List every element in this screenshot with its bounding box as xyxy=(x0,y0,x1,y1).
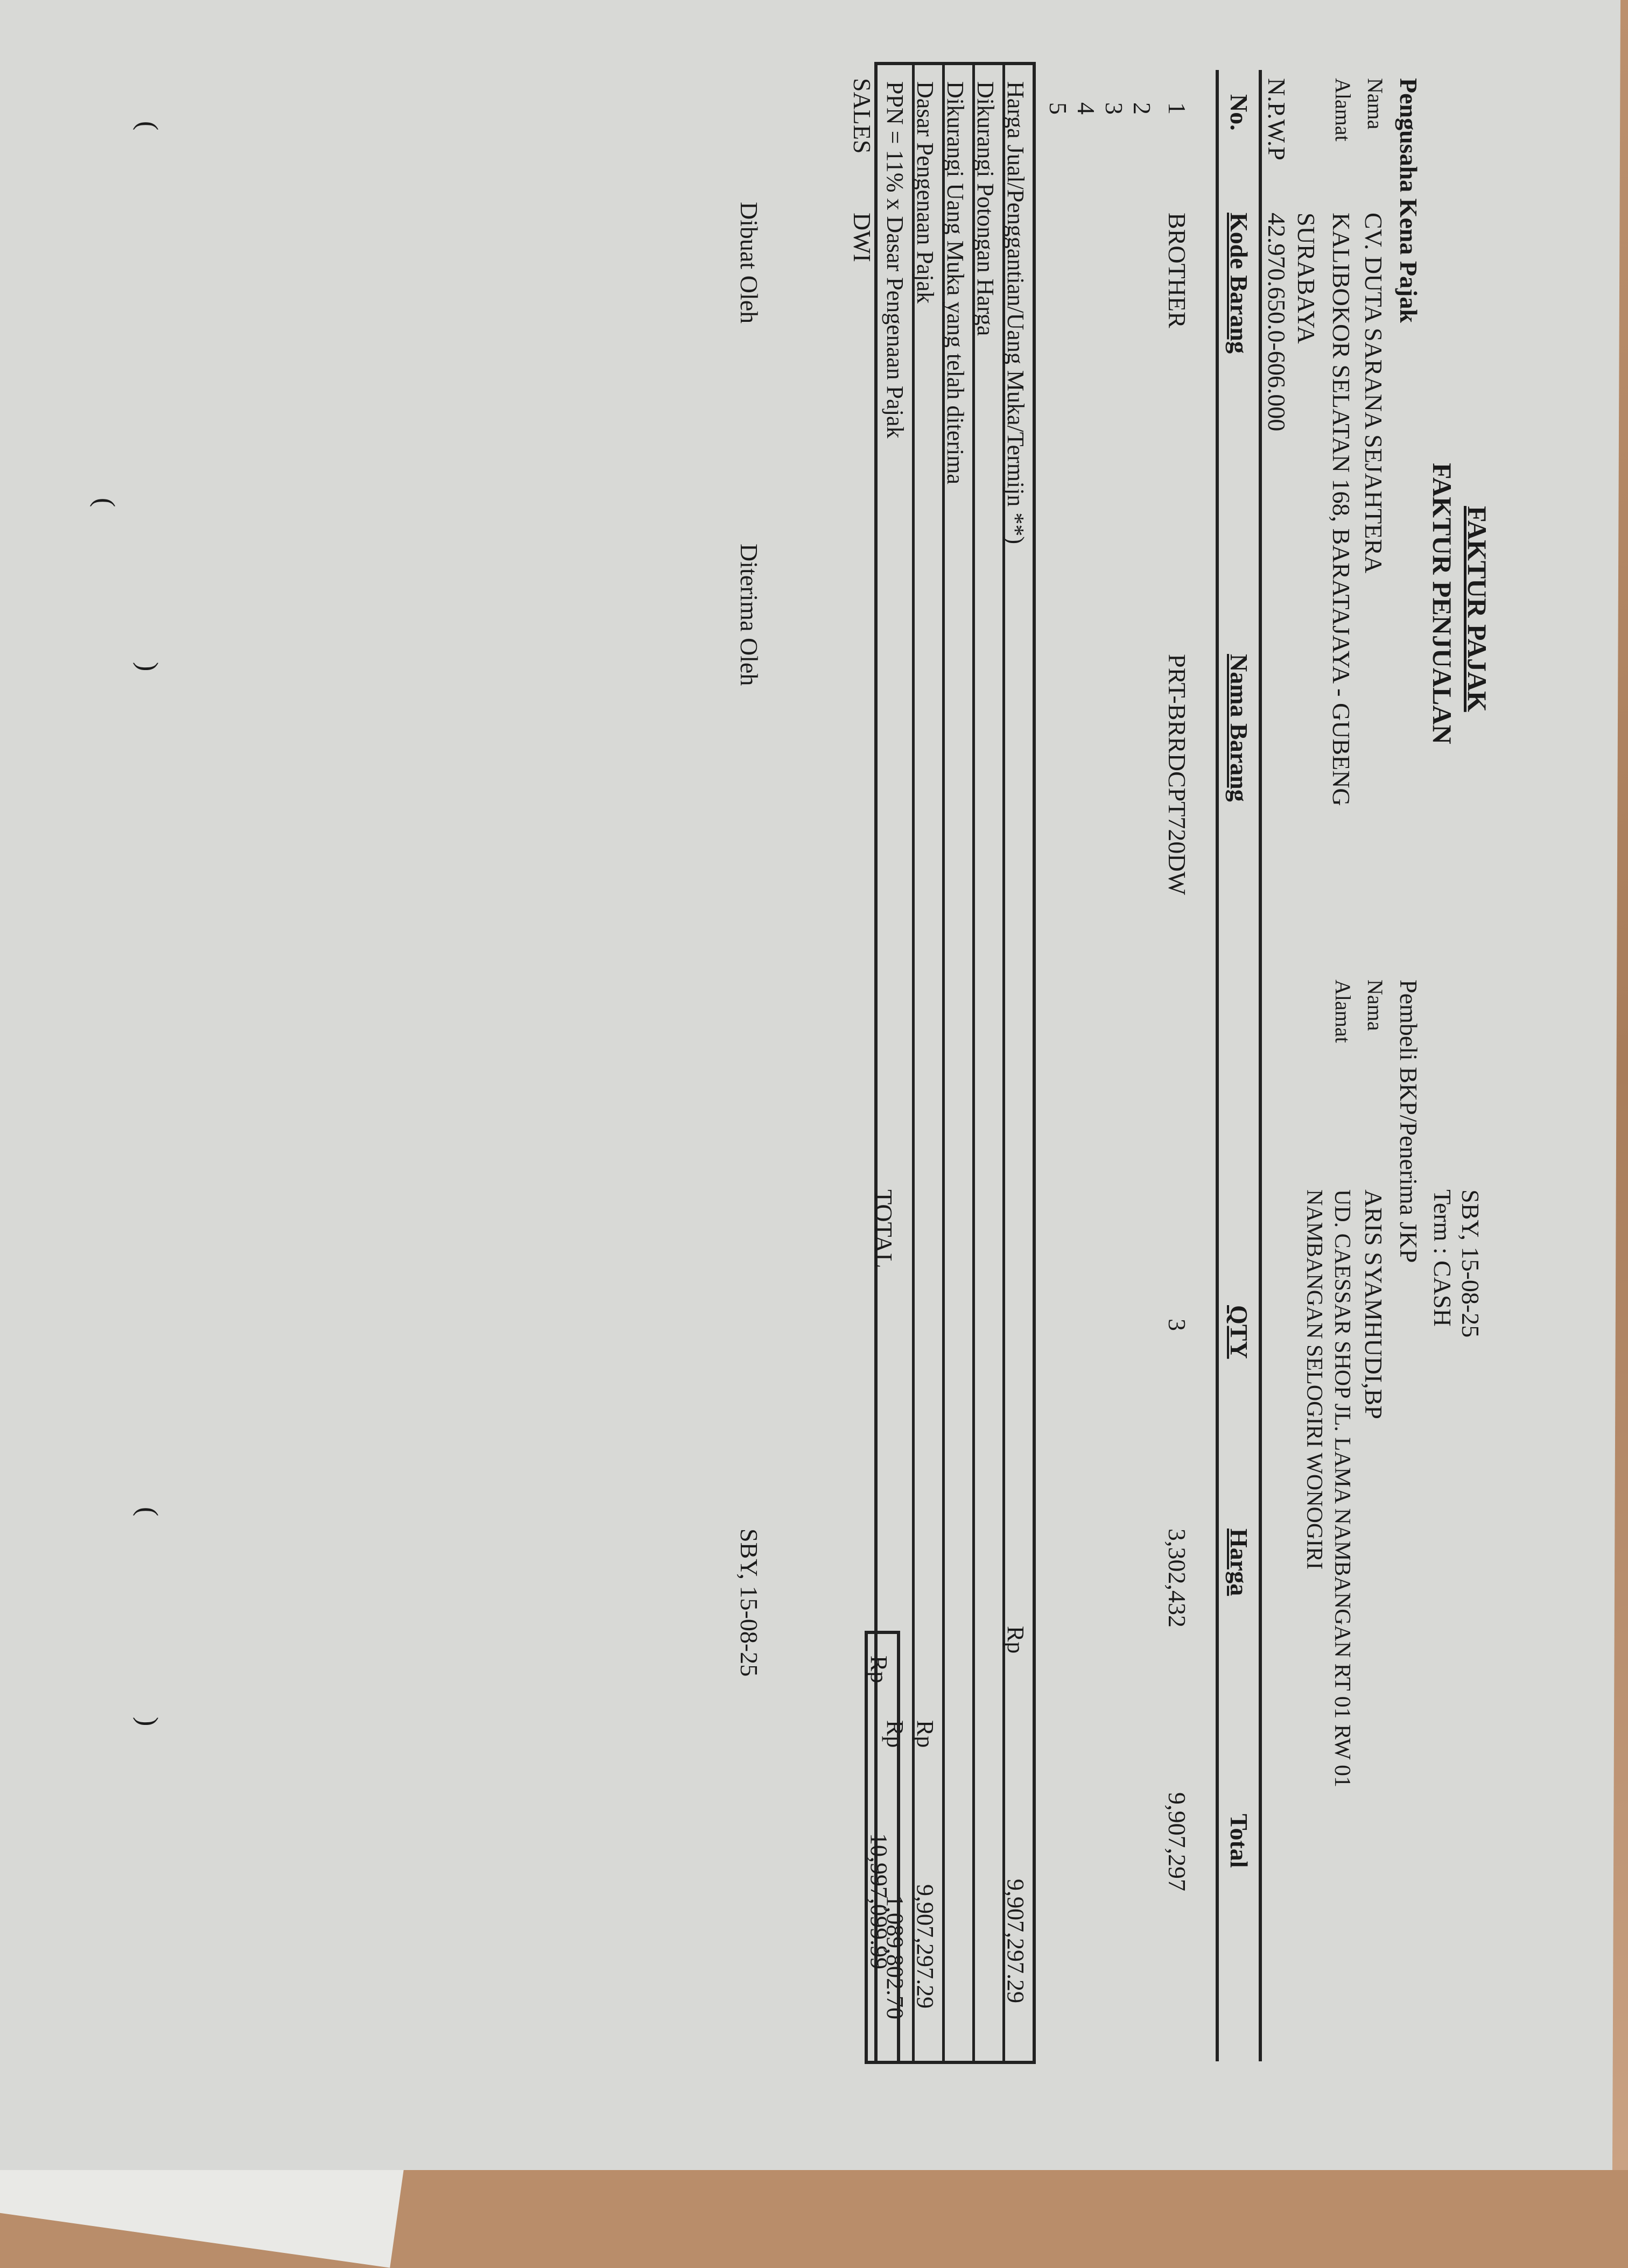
row-1-qty: 3 xyxy=(1163,1319,1191,1331)
buyer-nama: ARIS SYAMHUDI,BP xyxy=(1360,1189,1387,1419)
summary-label-ppn: PPN = 11% x Dasar Pengenaan Pajak xyxy=(882,81,908,439)
row-1-nama: PRT-BRRDCPT720DW xyxy=(1163,654,1191,895)
col-header-no: No. xyxy=(1225,94,1253,131)
table-top-rule xyxy=(1259,70,1262,2061)
total-currency: Rp xyxy=(866,1656,892,1684)
signature-paren-open-3: ( xyxy=(132,1507,163,1517)
seller-npwp-label: N.P.W.P xyxy=(1263,78,1290,160)
summary-row xyxy=(972,65,1002,2061)
row-4-no: 4 xyxy=(1072,102,1100,115)
seller-section-title: Pengusaha Kena Pajak xyxy=(1395,78,1422,323)
col-header-total: Total xyxy=(1225,1814,1253,1868)
dibuat-oleh-label: Dibuat Oleh xyxy=(735,202,763,324)
total-value: 10,997,099.99 xyxy=(866,1833,892,1969)
buyer-alamat-line1: UD. CAESSAR SHOP JL. LAMA NAMBANGAN RT 01 RW 01 xyxy=(1330,1189,1355,1788)
seller-nama-label: Nama xyxy=(1363,78,1387,130)
summary-label-dpp: Dasar Pengenaan Pajak xyxy=(912,81,938,304)
summary-label-harga-jual: Harga Jual/Penggantian/Uang Muka/Termijn **) xyxy=(1002,81,1029,545)
buyer-section-title: Pembeli BKP/Penerima JKP xyxy=(1395,980,1422,1263)
diterima-oleh-label: Diterima Oleh xyxy=(735,544,763,686)
sales-name: DWI xyxy=(848,213,876,262)
summary-label-uang-muka: Dikurangi Uang Muka yang telah diterima xyxy=(942,81,969,485)
seller-alamat-line1: KALIBOKOR SELATAN 168, BARATAJAYA - GUBENG xyxy=(1328,213,1355,806)
seller-npwp: 42.970.650.0-606.000 xyxy=(1263,213,1290,432)
summary-value-harga-jual: 9,907,297.29 xyxy=(1002,1879,1029,2003)
summary-row xyxy=(912,65,942,2061)
row-2-no: 2 xyxy=(1128,102,1156,115)
buyer-alamat-label: Alamat xyxy=(1331,980,1355,1043)
title-faktur-pajak: FAKTUR PAJAK xyxy=(1462,506,1492,712)
signature-paren-open-2: ( xyxy=(89,498,120,508)
total-box xyxy=(865,1631,900,2064)
col-header-qty: QTY xyxy=(1225,1305,1253,1359)
table-header-rule xyxy=(1216,70,1219,2061)
summary-row xyxy=(1002,65,1033,2061)
buyer-alamat-line2: NAMBANGAN SELOGIRI WONOGIRI xyxy=(1302,1189,1327,1570)
buyer-nama-label: Nama xyxy=(1363,980,1387,1031)
summary-currency-ppn: Rp xyxy=(882,1720,908,1748)
row-3-no: 3 xyxy=(1100,102,1128,115)
summary-row xyxy=(942,65,972,2061)
seller-alamat-line2: SURABAYA xyxy=(1293,213,1320,344)
summary-currency-dpp: Rp xyxy=(912,1720,938,1748)
row-1-total: 9,907,297 xyxy=(1163,1792,1191,1891)
signature-paren-close-3: ) xyxy=(132,1717,163,1727)
col-header-kode: Kode Barang xyxy=(1225,213,1253,354)
total-label: TOTAL xyxy=(870,1189,897,1269)
signature-paren-open-1: ( xyxy=(132,121,163,131)
row-1-kode: BROTHER xyxy=(1163,213,1191,328)
row-5-no: 5 xyxy=(1044,102,1072,115)
col-header-nama: Nama Barang xyxy=(1225,654,1253,802)
header-place-date: SBY, 15-08-25 xyxy=(1457,1189,1484,1338)
summary-value-ppn: 1,089,802.70 xyxy=(882,1895,908,2019)
row-1-no: 1 xyxy=(1163,102,1191,115)
title-faktur-penjualan: FAKTUR PENJUALAN xyxy=(1427,463,1457,744)
seller-nama: CV. DUTA SARANA SEJAHTERA xyxy=(1360,213,1387,574)
col-header-harga: Harga xyxy=(1225,1529,1253,1596)
summary-currency-harga-jual: Rp xyxy=(1002,1626,1029,1654)
row-1-harga: 3,302,432 xyxy=(1163,1529,1191,1628)
sales-label: SALES xyxy=(848,78,876,154)
header-term: Term : CASH xyxy=(1429,1189,1456,1327)
summary-label-potongan: Dikurangi Potongan Harga xyxy=(972,81,999,336)
summary-value-dpp: 9,907,297.29 xyxy=(912,1884,938,2009)
footer-place-date: SBY, 15-08-25 xyxy=(735,1529,763,1677)
signature-paren-close-1: ) xyxy=(132,662,163,672)
seller-alamat-label: Alamat xyxy=(1331,78,1355,142)
